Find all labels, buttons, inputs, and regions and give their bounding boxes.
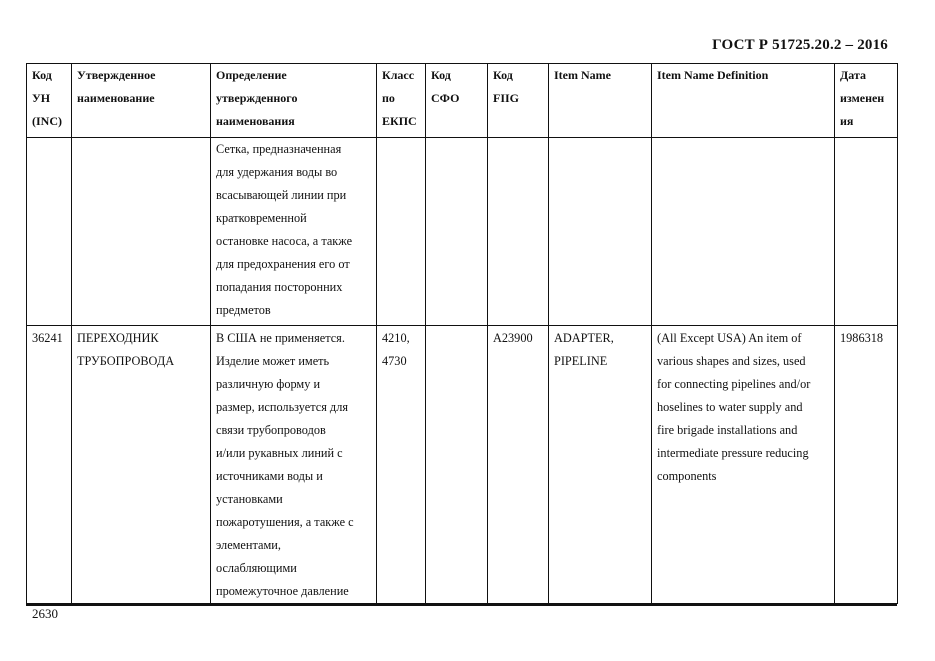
cell-change-date: 1986318	[835, 326, 898, 604]
cell-approved-name	[72, 138, 211, 326]
page-number: 2630	[32, 606, 58, 621]
header-code-sfo: Код СФО	[426, 64, 488, 138]
catalog-table	[26, 63, 898, 604]
header-code-fiig: Код FIIG	[488, 64, 549, 138]
cell-class-ekps	[377, 138, 426, 326]
header-inc: Код УН (INC)	[27, 64, 72, 138]
table-row	[27, 138, 898, 326]
cell-definition: В США не применяется. Изделие может иметь различную форму и размер, используется для связи трубопроводов и/или рукавных линий с источниками воды и установками пожаротушения, а также с элементами, ослабляющими промежуточное давление	[211, 326, 377, 604]
table-row	[27, 326, 898, 604]
header-class-ekps: Класс по ЕКПС	[377, 64, 426, 138]
header-row	[27, 64, 898, 138]
cell-code-sfo	[426, 326, 488, 604]
cell-code-fiig	[488, 138, 549, 326]
header-change-date: Дата изменен ия	[835, 64, 898, 138]
cell-inc	[27, 138, 72, 326]
header-definition: Определение утвержденного наименования	[211, 64, 377, 138]
header-item-name-definition: Item Name Definition	[652, 64, 835, 138]
cell-definition: Сетка, предназначенная для удержания воды во всасывающей линии при кратковременной остановке насоса, а также для предохранения его от попадания посторонних предметов	[211, 138, 377, 326]
cell-item-name: ADAPTER, PIPELINE	[549, 326, 652, 604]
table-bottom-rule	[26, 604, 897, 606]
cell-item-name-definition	[652, 138, 835, 326]
cell-item-name	[549, 138, 652, 326]
cell-code-fiig: A23900	[488, 326, 549, 604]
cell-code-sfo	[426, 138, 488, 326]
standard-number: ГОСТ Р 51725.20.2 – 2016	[712, 37, 888, 53]
cell-item-name-definition: (All Except USA) An item of various shapes and sizes, used for connecting pipelines and/or hoselines to water supply and fire brigade installations and intermediate pressure reducing components	[652, 326, 835, 604]
cell-approved-name: ПЕРЕХОДНИК ТРУБОПРОВОДА	[72, 326, 211, 604]
header-item-name: Item Name	[549, 64, 652, 138]
cell-class-ekps: 4210, 4730	[377, 326, 426, 604]
cell-change-date	[835, 138, 898, 326]
cell-inc: 36241	[27, 326, 72, 604]
header-approved-name: Утвержденное наименование	[72, 64, 211, 138]
